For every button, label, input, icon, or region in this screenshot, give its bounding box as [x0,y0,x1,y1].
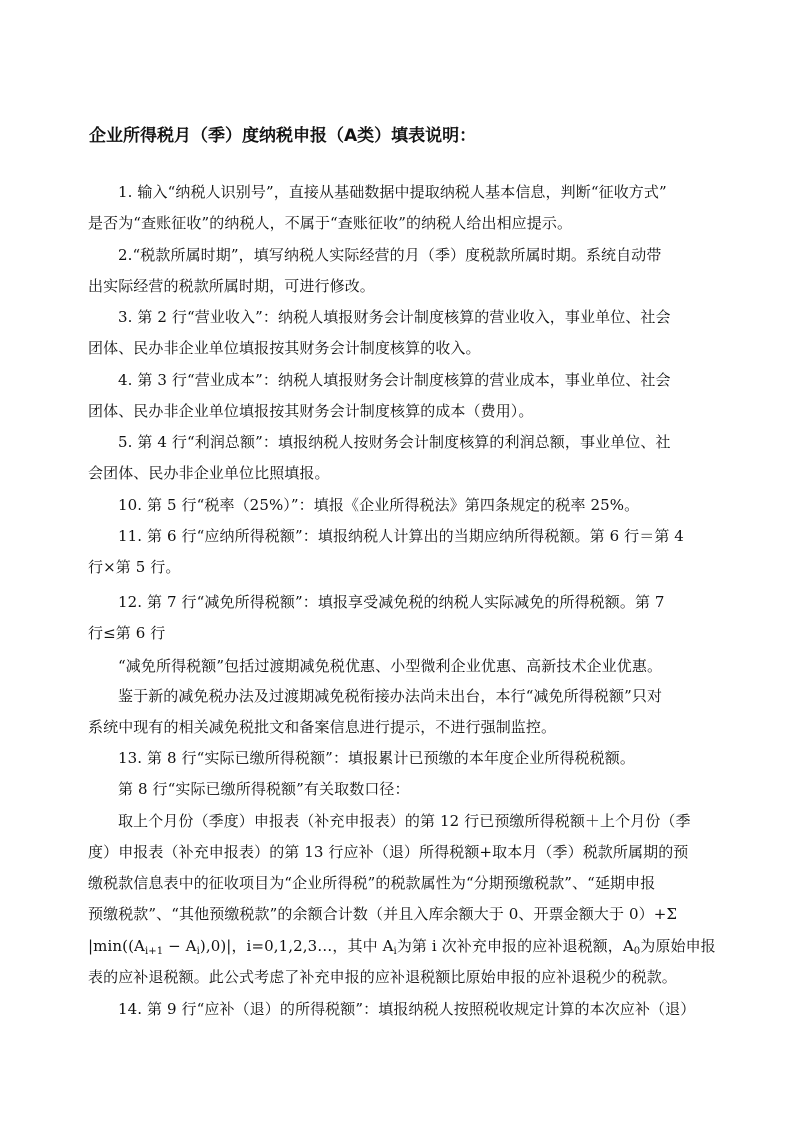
paragraph-line: 行×第 5 行。 [88,558,181,576]
paragraph-line: 12. 第 7 行“减免所得税额”：填报享受减免税的纳税人实际减免的所得税额。第 7 [118,593,665,611]
paragraph-line: 表的应补退税额。此公式考虑了补充申报的应补退税额比原始申报的应补退税少的税款。 [88,968,677,986]
paragraph-line: “减免所得税额”包括过渡期减免税优惠、小型微利企业优惠、高新技术企业优惠。 [118,657,663,675]
paragraph-line: 取上个月份（季度）申报表（补充申报表）的第 12 行已预缴所得税额＋上个月份（季 [118,812,691,830]
paragraph-line: 系统中现有的相关减免税批文和备案信息进行提示，不进行强制监控。 [88,718,557,736]
formula-subscript: 0 [633,946,641,957]
paragraph-line: 鉴于新的减免税办法及过渡期减免税衔接办法尚未出台，本行“减免所得税额”只对 [118,687,663,705]
formula-part: − A [163,937,197,955]
formula-subscript: i [393,946,397,957]
paragraph-line: 行≤第 6 行 [88,624,166,642]
paragraph-line: 预缴税款”、“其他预缴税款”的余额合计数（并且入库余额大于 0、开票金额大于 0）+Σ [88,905,678,923]
paragraph-line: 4. 第 3 行“营业成本”：纳税人填报财务会计制度核算的营业成本，事业单位、社会 [118,371,671,389]
formula-part: 为第 i 次补充申报的应补退税额，A [396,937,634,955]
paragraph-line: 5. 第 4 行“利润总额”：填报纳税人按财务会计制度核算的利润总额，事业单位、社 [118,433,671,451]
paragraph-line: 第 8 行“实际已缴所得税额”有关取数口径： [118,780,410,798]
paragraph-line: 出实际经营的税款所属时期，可进行修改。 [88,277,375,295]
paragraph-line: 会团体、民办非企业单位比照填报。 [88,464,330,482]
formula-part: 为原始申报 [640,937,716,955]
paragraph-line: 缴税款信息表中的征收项目为“企业所得税”的税款属性为“分期预缴税款”、“延期申报 [88,874,656,892]
page-title: 企业所得税月（季）度纳税申报（A类）填表说明： [89,126,477,146]
paragraph-line: 10. 第 5 行“税率（25%）”：填报《企业所得税法》第四条规定的税率 25%。 [118,496,640,514]
formula-subscript: i [196,946,200,957]
paragraph-line: 1. 输入“纳税人识别号”，直接从基础数据中提取纳税人基本信息，判断“征收方式” [118,183,667,201]
paragraph-line: 团体、民办非企业单位填报按其财务会计制度核算的收入。 [88,339,481,357]
paragraph-line: 13. 第 8 行“实际已缴所得税额”：填报累计已预缴的本年度企业所得税税额。 [118,749,635,767]
paragraph-line: 度）申报表（补充申报表）的第 13 行应补（退）所得税额+取本月（季）税款所属期的预 [88,843,689,861]
paragraph-line: 2.“税款所属时期”，填写纳税人实际经营的月（季）度税款所属时期。系统自动带 [118,246,662,264]
paragraph-line: 是否为“查账征收”的纳税人，不属于“查账征收”的纳税人给出相应提示。 [88,214,573,232]
paragraph-line: 11. 第 6 行“应纳所得税额”：填报纳税人计算出的当期应纳所得税额。第 6 行＝第 4 [118,527,684,545]
paragraph-line: 3. 第 2 行“营业收入”：纳税人填报财务会计制度核算的营业收入，事业单位、社会 [118,308,671,326]
formula-subscript: i+1 [144,946,164,957]
paragraph-line: 14. 第 9 行“应补（退）的所得税额”：填报纳税人按照税收规定计算的本次应补（退） [118,1000,696,1018]
formula-line [88,935,716,963]
formula-part: ),0)|，i=0,1,2,3…，其中 A [199,937,394,955]
paragraph-line: 团体、民办非企业单位填报按其财务会计制度核算的成本（费用）。 [88,402,534,420]
formula-part: |min((A [88,937,145,955]
